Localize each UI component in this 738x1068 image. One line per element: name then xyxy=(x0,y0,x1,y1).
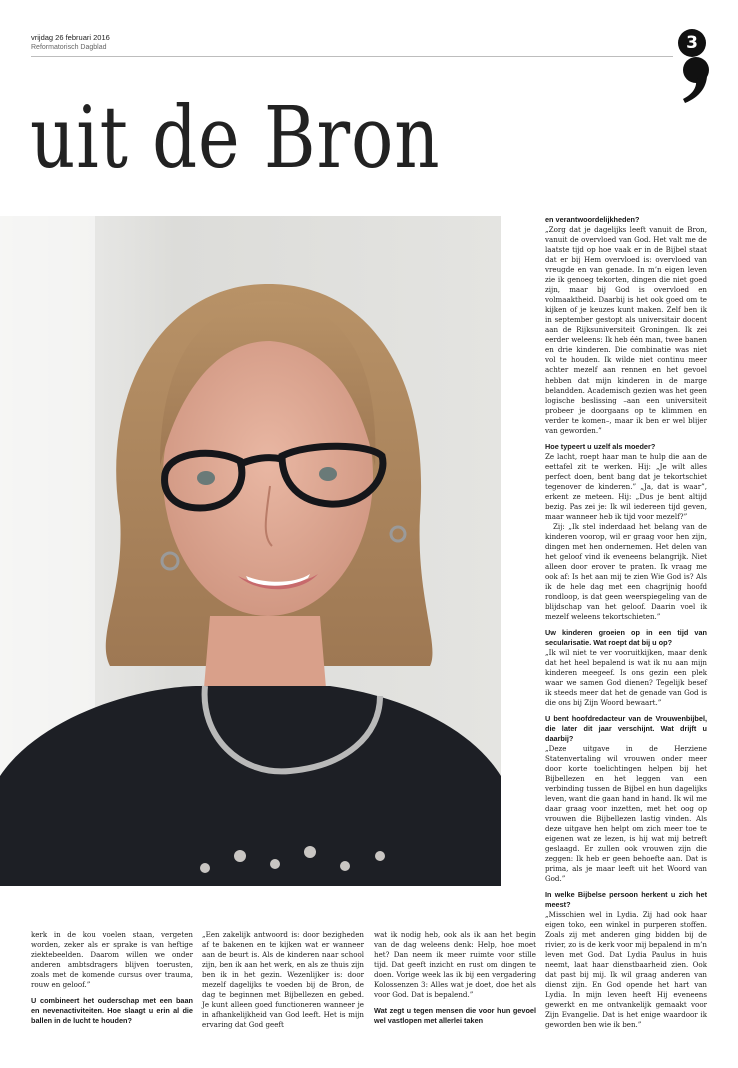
interview-answer: Ze lacht, roept haar man te hulp die aan de eettafel zit te werken. Hij: „Je wilt alles perfect doen, bent bang dat je tekortschiet tegenover de kinderen.” „Ja, dat is waar”, erkent ze meteen. Hij: „Dus je bent altijd bezig. Pas zei je: Ik wil iedereen tijd geven, maar wanneer heb ik tijd voor mezelf?” xyxy=(545,451,707,521)
portrait-photo xyxy=(0,216,501,886)
interview-question: Hoe typeert u uzelf als moeder? xyxy=(545,441,656,451)
article-column-bottom-3 xyxy=(374,930,536,1026)
interview-answer: „Deze uitgave in de Herziene Statenvertaling wil vrouwen onder meer door korte toelichtingen helpen bij het Bijbellezen en het leggen van een verbinding tussen de Bijbel en hun dagelijks leven, want die gaan hand in hand. Ik wil me daar graag voor inzetten, met het oog op vrouwen die Bijbellezen lastig vinden. Als deze uitgave hen helpt om zich meer toe te eigenen wat ze lezen, is hij wat mij betreft geslaagd. Er zullen ook vrouwen zijn die zeggen: Ik heb er geen behoefte aan. Dat is prima, als je maar leeft uit het Woord van God.” xyxy=(545,743,707,884)
portrait-illustration xyxy=(0,216,501,886)
article-column-right xyxy=(545,215,707,1030)
interview-question: In welke Bijbelse persoon herkent u zich het meest? xyxy=(545,890,707,910)
article-column-bottom-1 xyxy=(31,930,193,1026)
article-column-bottom-2 xyxy=(202,930,364,1030)
interview-answer: „Ik wil niet te ver vooruitkijken, maar denk dat het heel bepalend is wat ik nu aan mijn kinderen meegeef. Is ons gezin een plek waar we samen God dienen? Tegelijk besef ik steeds meer dat het de genade van God is die ons bij Zijn Woord bewaart.” xyxy=(545,647,707,708)
interview-question: Uw kinderen groeien op in een tijd van secularisatie. Wat roept dat bij u op? xyxy=(545,628,707,648)
interview-answer: wat ik nodig heb, ook als ik aan het begin van de dag weleens denk: Help, hoe moet het? Dan neem ik meer ruimte voor stille tijd. Dat geeft inzicht en rust om dingen te doen. Vorige week las ik bij een vergadering Kolossenzen 3: Alles wat je doet, doe het als voor God. Dat is bepalend.” xyxy=(374,930,536,1000)
interview-question: U combineert het ouderschap met een baan en nevenactiviteiten. Hoe slaagt u erin al die ballen in de lucht te houden? xyxy=(31,996,193,1025)
issue-date: vrijdag 26 februari 2016 xyxy=(31,33,110,42)
section-title: uit de Bron xyxy=(30,89,441,188)
interview-answer: Zij: „Ik stel inderdaad het belang van de kinderen voorop, wil er graag voor hen zijn, dingen met hen ondernemen. Het delen van het geloof vind ik eveneens belangrijk. Niet alleen door erover te praten. Ik vraag me ook af: Is het aan mij te zien Wie God is? Als ik de hele dag met een chagrijnig hoofd rondloop, is dat geen weerspiegeling van de blijdschap van het geloof. Daarin voel ik mezelf weleens tekortschieten.” xyxy=(545,521,707,622)
interview-answer: „Een zakelijk antwoord is: door bezigheden af te bakenen en te kijken wat er wanneer aan de beurt is. Als de kinderen naar school zijn, ben ik aan het werk, en als ze thuis zijn ben ik in het gezin. Wezenlijker is: door mezelf dagelijks te voeden bij de Bron, de dag te beginnen met Bijbellezen en gebed. Je kunt alleen goed functioneren wanneer je in afhankelijkheid van God leeft. Het is mijn ervaring dat God geeft xyxy=(202,930,364,1030)
interview-answer: kerk in de kou voelen staan, vergeten worden, zeker als er sprake is van heftige ziektebeelden. Daarom willen we onder anderen ambtsdragers blijven toerusten, zoals met de komende cursus over trauma, rouw en geloof.” xyxy=(31,930,193,990)
header-divider xyxy=(31,56,673,57)
interview-question: U bent hoofdredacteur van de Vrouwenbijbel, die later dit jaar verschijnt. Wat drijft u daarbij? xyxy=(545,714,707,743)
interview-answer: „Zorg dat je dagelijks leeft vanuit de Bron, vanuit de overvloed van God. Het valt me de laatste tijd op hoe vaak er in de Bijbel staat dat er bij Hem overvloed is: overvloed van vreugde en van genade. In m’n eigen leven zie ik genoeg tekorten, dingen die niet goed zijn, maar bij God is overvloed en volmaaktheid. Daarbij is het ook goed om te kijken of je keuzes kunt maken. Zelf ben ik in september gestopt als universitair docent aan de Rijksuniversiteit Groningen. Ik zei eerder weleens: Ik heb één man, twee banen en drie kinderen. Die combinatie was niet vol te houden. Ik wilde niet continu meer achter mezelf aan rennen en het gevoel hebben dat mijn kinderen in de marge belandden. Academisch gezien was het geen logische beslissing –aan een universiteit probeer je doorgaans op te klimmen en verder te komen–, maar ik ben er wel blijer van geworden.” xyxy=(545,224,707,435)
page-number-badge: 3 xyxy=(678,29,706,57)
comma-logo-icon xyxy=(680,53,710,105)
publication-name: Reformatorisch Dagblad xyxy=(31,44,107,51)
interview-question: Wat zegt u tegen mensen die voor hun gevoel wel vastlopen met allerlei taken xyxy=(374,1006,536,1026)
interview-answer: „Misschien wel in Lydia. Zij had ook haar eigen toko, een winkel in purperen stoffen. Zoals zij met anderen ging bidden bij de rivier, zo is de kerk voor mij bepalend in m’n leven met God. Dat Lydia Paulus in huis neemt, laat haar dienstbaarheid zien. Ook dat past bij mij. Ik wil graag anderen van dienst zijn. En God opende het hart van Lydia. In mijn leven heeft Hij eveneens gewerkt en me ontvankelijk gemaakt voor Zijn Evangelie. Dat is het enige waardoor ik geworden ben wie ik ben.” xyxy=(545,909,707,1030)
interview-question: en verantwoordelijkheden? xyxy=(545,215,640,224)
